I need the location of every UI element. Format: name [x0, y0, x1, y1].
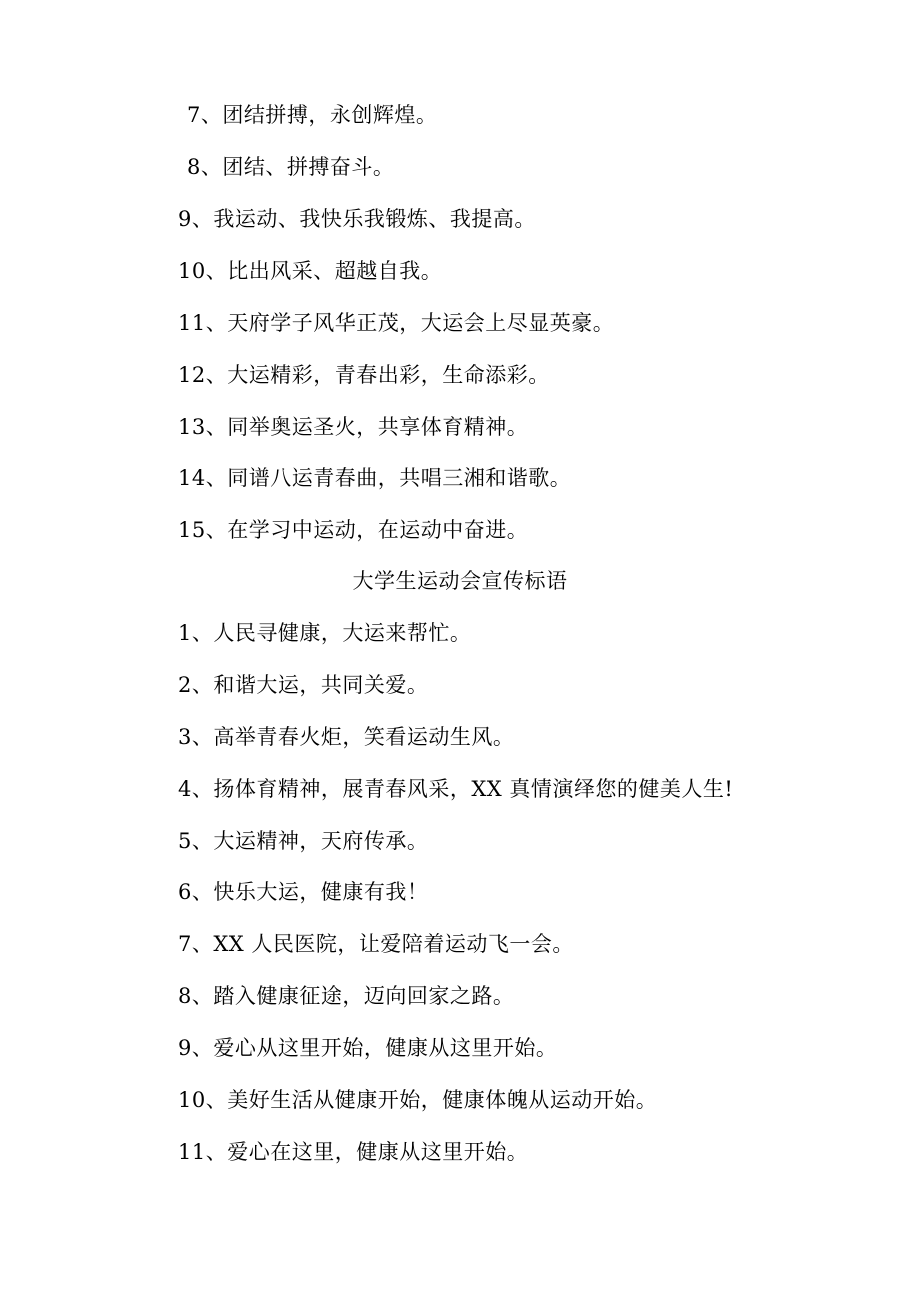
slogan-item: 11、天府学子风华正茂，大运会上尽显英豪。 — [178, 311, 615, 335]
slogan-item: 6、快乐大运，健康有我！ — [178, 880, 429, 904]
slogan-item: 12、大运精彩，青春出彩，生命添彩。 — [178, 363, 550, 387]
slogan-item: 15、在学习中运动，在运动中奋进。 — [178, 518, 529, 542]
slogan-item: 9、我运动、我快乐我锻炼、我提高。 — [178, 207, 536, 231]
slogan-item: 13、同举奥运圣火，共享体育精神。 — [178, 415, 529, 439]
slogan-item: 7、团结拼搏，永创辉煌。 — [187, 103, 438, 127]
section-title: 大学生运动会宣传标语 — [352, 569, 568, 593]
slogan-item: 1、人民寻健康，大运来帮忙。 — [178, 621, 472, 645]
slogan-item: 3、高举青春火炬，笑看运动生风。 — [178, 725, 515, 749]
slogan-item: 2、和谐大运，共同关爱。 — [178, 673, 429, 697]
slogan-item: 5、大运精神，天府传承。 — [178, 829, 429, 853]
slogan-item: 7、XX 人民医院，让爱陪着运动飞一会。 — [178, 932, 574, 956]
slogan-item: 9、爱心从这里开始，健康从这里开始。 — [178, 1036, 558, 1060]
slogan-item: 11、爱心在这里，健康从这里开始。 — [178, 1140, 529, 1164]
slogan-item: 14、同谱八运青春曲，共唱三湘和谐歌。 — [178, 466, 572, 490]
slogan-item: 4、扬体育精神，展青春风采，XX 真情演绎您的健美人生! — [178, 777, 734, 801]
slogan-item: 10、美好生活从健康开始，健康体魄从运动开始。 — [178, 1088, 658, 1112]
slogan-item: 10、比出风采、超越自我。 — [178, 259, 443, 283]
slogan-item: 8、踏入健康征途，迈向回家之路。 — [178, 984, 515, 1008]
slogan-item: 8、团结、拼搏奋斗。 — [187, 155, 395, 179]
